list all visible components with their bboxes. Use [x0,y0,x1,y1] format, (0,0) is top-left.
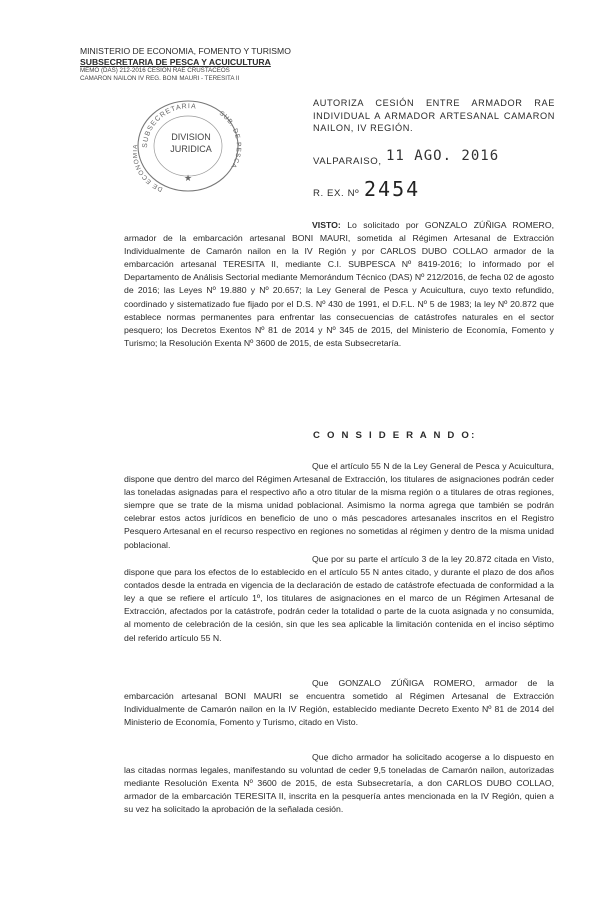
memo-reference-1: MEMO (DAS) 212-2016 CESION RAE CRUSTACEOS [80,67,230,74]
considerando-text-4: Que dicho armador ha solicitado acogerse a lo dispuesto en las citadas normas legales, manifestando su voluntad de ceder 9,5 toneladas de Camarón nailon, autorizadas mediante Resolución Exenta Nº 3600 de 2015, de esta Subsecretaría, a don CARLOS DUBO COLLAO, armador de la embarcación TERESITA II, inscrita en la pesquería antes mencionada en la IV Región, quien a su vez ha solicitado la aprobación de la señalada cesión. [124,752,554,815]
date-stamp: 11 AGO. 2016 [386,148,500,164]
resolution-number-label: R. EX. Nº [313,188,360,199]
ministry-name: MINISTERIO DE ECONOMIA, FOMENTO Y TURISMO [80,46,291,56]
resolution-number-stamp: 2454 [364,177,421,201]
visto-text: Lo solicitado por GONZALO ZÚÑIGA ROMERO, armador de la embarcación artesanal BONI MAURI, sometida al Régimen Artesanal de Extracción Individualmente de Camarón nailon en la IV Región y por CARLOS DUBO COLLAO armador de la embarcación artesanal TERESITA II, mediante C.I. SUBPESCA Nº 8419-2016; lo informado por el Departamento de Análisis Sectorial mediante Memorándum Técnico (DAS) Nº 212/2016, de fecha 02 de agosto de 2016; las Leyes Nº 19.880 y Nº 20.657; la Ley General de Pesca y Acuicultura, cuyo texto refundido, coordinado y sistematizado fue fijado por el D.S. Nº 430 de 1991, el D.F.L. Nº 5 de 1983; la ley Nº 20.872 que establece normas permanentes para enfrentar las consecuencias de catástrofes naturales en el sector pesquero; los Decretos Exentos Nº 81 de 2014 y Nº 345 de 2015, del Ministerio de Economía, Fomento y Turismo; la Resolución Exenta Nº 3600 de 2015, de esta Subsecretaría. [124,220,554,348]
seal-graphic [133,96,243,194]
considerando-text-2: Que por su parte el artículo 3 de la ley 20.872 citada en Visto, dispone que para los efectos de lo establecido en el artículo 55 N antes citado, y durante el plazo de dos años contados desde la entrada en vigencia de la declaración de estado de catástrofe efectuada de conformidad a la ley a que se refiere el artículo 1º, los titulares de asignaciones en el marco de un Régimen Artesanal de Extracción, afectados por la catástrofe, podrán ceder la totalidad o parte de la cuota asignada y no consumida, al momento de celebración de la cesión, sin que les sea aplicable la limitación contenida en el inciso séptimo del referido artículo 55 N. [124,554,554,643]
considerando-paragraph-1 [124,460,554,552]
letterhead [80,46,291,83]
considerando-text-3: Que GONZALO ZÚÑIGA ROMERO, armador de la embarcación artesanal BONI MAURI se encuentra sometido al Régimen Artesanal de Extracción Individualmente de Camarón nailon en la IV Región, establecido mediante Decreto Exento Nº 81 de 2014 del Ministerio de Economía, Fomento y Turismo, citado en Visto. [124,678,554,728]
resolution-subject: AUTORIZA CESIÓN ENTRE ARMADOR RAE INDIVIDUAL A ARMADOR ARTESANAL CAMARON NAILON, IV REGIÓN. [313,98,555,133]
visto-lead: VISTO: [312,220,341,230]
seal-star-icon: ★ [183,174,193,184]
seal-ring-left: DE ECONO [133,157,164,193]
considerando-heading: C O N S I D E R A N D O: [313,430,477,441]
place-label: VALPARAISO, [313,156,382,167]
visto-paragraph [124,219,554,350]
considerando-paragraph-2 [124,553,554,645]
division-juridica-seal [133,96,243,194]
considerando-paragraph-3 [124,677,554,729]
subsecretaria-name: SUBSECRETARIA DE PESCA Y ACUICULTURA [80,56,271,67]
memo-reference-2: CAMARON NAILON IV REG. BONI MAURI - TERESITA II [80,75,240,82]
seal-ring-right: SUB. DE PESCA [217,109,242,170]
seal-center-line-2: JURIDICA [170,144,212,154]
seal-ring-top: SUBSECRETARIA [141,103,198,149]
considerando-paragraph-4 [124,751,554,816]
considerando-text-1: Que el artículo 55 N de la Ley General de Pesca y Acuicultura, dispone que dentro del marco del Régimen Artesanal de Extracción, los titulares de asignaciones podrán ceder las toneladas asignadas para el respectivo año a otro titular de la misma región o a titulares de otras regiones, siempre que se trate de la misma unidad poblacional. Asimismo la norma agrega que también se podrán celebrar estos actos jurídicos en beneficio de uno o más pescadores artesanales inscritos en el Registro Pesquero Artesanal en el recurso respectivo en regiones no sometidas al régimen y dentro de la misma unidad poblacional. [124,461,554,550]
seal-center-line-1: DIVISION [171,132,211,142]
